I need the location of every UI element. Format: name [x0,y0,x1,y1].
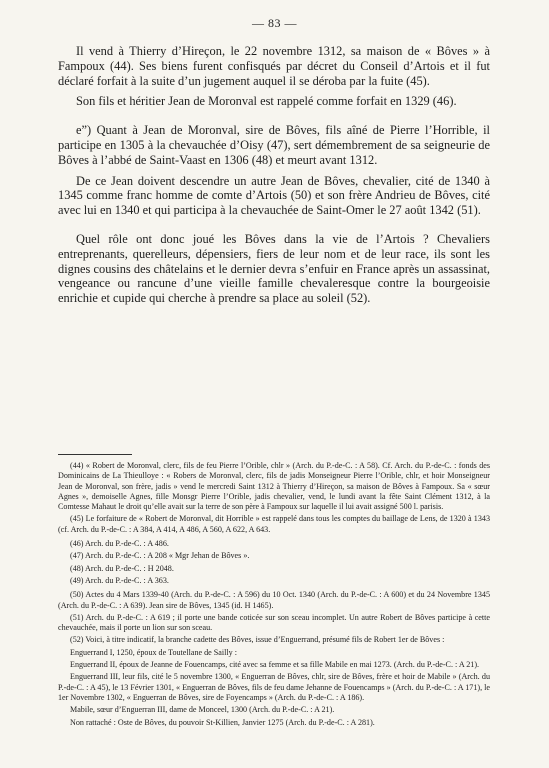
footnotes [58,461,490,730]
paragraph: e”) Quant à Jean de Moronval, sire de Bôves, fils aîné de Pierre l’Horrible, il participe en 1305 à la chevauchée d’Oisy (47), sert démembrement de sa seigneurie de Bôves à l’abbé de Saint-Vaast en 1306 (48) et meurt avant 1312. [58,123,490,167]
footnote: (45) Le forfaiture de « Robert de Moronval, dit Horrible » est rappelé dans tous les comptes du baillage de Lens, de 1320 à 1343 (cf. Arch. du P.-de-C. : A 384, A 414, A 486, A 560, A 622, A 643. [58,514,490,534]
paragraph: Il vend à Thierry d’Hireçon, le 22 novembre 1312, sa maison de « Bôves » à Fampoux (44). Ses biens furent confisqués par décret du Conseil d’Artois et il fut déclaré forfait à la suite d’un jugement auquel il se déroba par la fuite (45). [58,44,490,88]
paragraph: Son fils et héritier Jean de Moronval est rappelé comme forfait en 1329 (46). [76,94,457,109]
footnote: (46) Arch. du P.-de-C. : A 486. [70,539,169,549]
footnote: (52) Voici, à titre indicatif, la branche cadette des Bôves, issue d’Enguerrand, présumé fils de Robert 1er de Bôves : [70,635,445,645]
footnote: (50) Actes du 4 Mars 1339-40 (Arch. du P.-de-C. : A 596) du 10 Oct. 1340 (Arch. du P.-de-C. : A 600) et du 24 Novembre 1345 (Arch. du P.-de-C. : A 639). Jean sire de Bôves, 1345 (id. H 1465). [58,590,490,610]
footnote: (51) Arch. du P.-de-C. : A 619 ; il porte une bande coticée sur son sceau incomplet. Un autre Robert de Bôves participe à cette chevauchée, mais il porte un lion sur son sceau. [58,612,490,633]
footnote-genealogy: Enguerrand I, 1250, époux de Toutellane de Sailly : [70,647,237,657]
footnote-genealogy: Enguerrand II, époux de Jeanne de Fouencamps, cité avec sa femme et sa fille Mabile en mai 1273. (Arch. du P.-de-C. : A 21). [70,660,480,670]
footnote-genealogy: Mabile, sœur d’Enguerran III, dame de Monceel, 1300 (Arch. du P.-de-C. : A 21). [70,705,335,715]
footnote-genealogy: Non rattaché : Oste de Bôves, du pouvoir St-Killien, Janvier 1275 (Arch. du P.-de-C. : A 281). [70,717,375,727]
footnote-divider [58,454,132,455]
footnote: (44) « Robert de Moronval, clerc, fils de feu Pierre l’Orible, chlr » (Arch. du P.-de-C. : A 58). Cf. Arch. du P.-de-C. : fonds des Dominicains de La Thieulloye : « Robers de Moronval, clerc, fils de jadis Monseigneur Pierre l’Orible, chlr, et hoir Monseigneur Jean de Moronval, son frère, jadis » vend le mercredi Saint 1312 à Thierry d’Hireçon, sa maison de Bôves à Fampoux. Sa « sœur Agnes », demoiselle Agnes, fille Monsgr Pierre l’Orible, jadis chevalier, vend, le lundi avant la fête Saint Clément 1312, à la Comtesse Mahaut le droit qu’elle avait sur la terre de son père à Fampoux sur laquelle il lui avait assigné 500 l. parisis. [58,461,490,512]
main-text [58,44,490,312]
page-number: — 83 — [252,16,297,30]
paragraph: De ce Jean doivent descendre un autre Jean de Bôves, chevalier, cité de 1340 à 1345 comme franc homme de comte d’Artois (50) et son frère Andrieu de Bôves, cité avec lui en 1340 et qui participa à la chevauchée de Saint-Omer le 27 août 1342 (51). [58,173,490,218]
paragraph: Quel rôle ont donc joué les Bôves dans la vie de l’Artois ? Chevaliers entreprenants, querelleurs, dépensiers, fiers de leur nom et de leur race, ils sont les dignes cousins des châtelains et le dernier devra s’enfuir en France après un assassinat, vengeance ou rancune d’une vieille famille chevaleresque contre la bourgeoisie enrichie et cupide qui cherche à prendre sa place au soleil (52). [58,231,490,306]
footnote-genealogy: Enguerrand III, leur fils, cité le 5 novembre 1300, « Enguerran de Bôves, chlr, sire de Bôves, frère et hoir de Mabile » (Arch. du P.-de-C. : A 45), le 13 Février 1301, « Enguerran de Bôves, fils de feu dame Jehanne de Fouencamps » (Arch. du P.-de-C. : A 171), le 1er Novembre 1302, « Enguerran de Bôves, sire de Foyencamps » (Arch. du P.-de-C. : A 186). [58,672,490,702]
footnote: (48) Arch. du P.-de-C. : H 2048. [70,563,174,573]
footnote: (47) Arch. du P.-de-C. : A 208 « Mgr Jehan de Bôves ». [70,551,250,561]
footnote: (49) Arch. du P.-de-C. : A 363. [70,575,169,585]
